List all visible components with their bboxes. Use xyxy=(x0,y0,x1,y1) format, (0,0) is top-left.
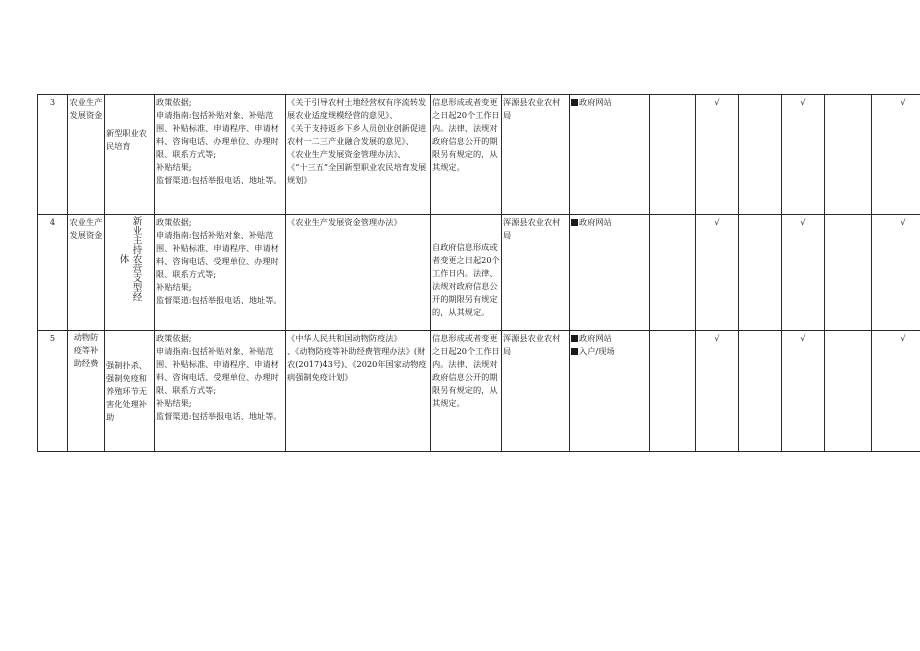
row-number: 5 xyxy=(38,331,68,452)
basis-cell xyxy=(286,331,431,452)
content-line: 监督渠道:包括举报电话、地址等。 xyxy=(156,411,282,421)
agency-cell: 浑源县农业农村局 xyxy=(502,331,570,452)
disclosure-table xyxy=(37,94,920,452)
check-cell: √ xyxy=(696,95,739,215)
table-row xyxy=(38,331,920,452)
content-line: 申请指南:包括补贴对象、补贴范围、补贴标准、申请程序、申请材料、咨询电话、办理单位、办理时限、联系方式等; xyxy=(156,110,279,159)
check-cell: √ xyxy=(872,331,920,452)
content-line: 补贴结果; xyxy=(156,282,192,292)
basis-cell xyxy=(286,215,431,331)
content-line: 监督渠道:包括举报电话、地址等。 xyxy=(156,175,282,185)
agency-cell: 浑源县农业农村局 xyxy=(502,95,570,215)
item-vertical-text: 新业主持农营支型经 xyxy=(130,216,142,302)
empty-cell xyxy=(825,331,872,452)
item-cell xyxy=(105,215,155,331)
basis-line: 《“十三五”全国新型职业农民培育发展规划》 xyxy=(287,162,427,185)
content-cell xyxy=(155,331,286,452)
check-cell: √ xyxy=(872,215,920,331)
agency-cell: 浑源县农业农村局 xyxy=(502,215,570,331)
empty-cell xyxy=(825,95,872,215)
content-line: 补贴结果; xyxy=(156,398,192,408)
basis-cell xyxy=(286,95,431,215)
basis-line: 《关于支持返乡下乡人员创业创新促进农村一二三产业融合发展的意见》、 xyxy=(287,123,427,146)
basis-line: 《关于引导农村土地经营权有序流转发展农业适度规模经营的意见》、 xyxy=(287,97,427,120)
channel-label: 政府网站 xyxy=(579,333,612,343)
check-cell: √ xyxy=(782,95,825,215)
content-line: 申请指南:包括补贴对象、补贴范围、补贴标准、申请程序、申请材料、咨询电话、受理单位、办理时限、联系方式等; xyxy=(156,230,279,279)
timeline-cell: 信息形成或者变更之日起20个工作日内。法律、法规对政府信息公开的期限另有规定的，从其规定。 xyxy=(431,331,502,452)
channel-label: 政府网站 xyxy=(579,97,612,107)
basis-line: 、《动物防疫等补助经费管理办法》(财农(2017)43号)、《2020年国家动物疫病强制免疫计划》 xyxy=(287,346,427,382)
checked-square-icon xyxy=(571,335,578,342)
content-cell xyxy=(155,95,286,215)
empty-cell xyxy=(650,95,696,215)
checked-square-icon xyxy=(571,99,578,106)
category-cell: 农业生产发展资金 xyxy=(68,95,105,215)
empty-cell xyxy=(650,215,696,331)
content-line: 政策依据; xyxy=(156,217,192,227)
empty-cell xyxy=(825,215,872,331)
category-cell: 动物防疫等补助经费 xyxy=(68,331,105,452)
channel-cell xyxy=(570,331,650,452)
empty-cell xyxy=(650,331,696,452)
checked-square-icon xyxy=(571,219,578,226)
timeline-cell: 自政府信息形成或者变更之日起20个工作日内。法律、法规对政府信息公开的期限另有规定的，从其规定。 xyxy=(431,215,502,331)
basis-line: 《农业生产发展资金管理办法》 xyxy=(287,217,402,227)
check-cell: √ xyxy=(782,215,825,331)
category-cell: 农业生产发展资金 xyxy=(68,215,105,331)
content-cell xyxy=(155,215,286,331)
table-row xyxy=(38,95,920,215)
channel-cell xyxy=(570,95,650,215)
timeline-cell: 信息形成或者变更之日起20个工作日内。法律、法规对政府信息公开的期限另有规定的，从其规定。 xyxy=(431,95,502,215)
empty-cell xyxy=(739,215,782,331)
channel-label: 入户/现场 xyxy=(579,346,615,356)
content-line: 政策依据; xyxy=(156,97,192,107)
item-vertical-text: 体 xyxy=(117,254,129,264)
empty-cell xyxy=(739,95,782,215)
basis-line: 《农业生产发展资金管理办法》、 xyxy=(287,149,406,159)
channel-label: 政府网站 xyxy=(579,217,612,227)
content-line: 监督渠道:包括举报电话、地址等。 xyxy=(156,295,282,305)
basis-line: 《中华人民共和国动物防疫法》 xyxy=(287,333,402,343)
item-cell: 新型职业农民培育 xyxy=(105,95,155,215)
check-cell: √ xyxy=(696,215,739,331)
check-cell: √ xyxy=(782,331,825,452)
empty-cell xyxy=(739,331,782,452)
content-line: 政策依据; xyxy=(156,333,192,343)
check-cell: √ xyxy=(872,95,920,215)
checked-square-icon xyxy=(571,348,578,355)
row-number: 3 xyxy=(38,95,68,215)
item-cell: 强制扑杀、强制免疫和养殖环节无害化处理补助 xyxy=(105,331,155,452)
content-line: 申请指南:包括补贴对象、补贴范围、补贴标准、申请程序、申请材料、咨询电话、受理单位、办理时限、联系方式等; xyxy=(156,346,279,395)
table-row xyxy=(38,215,920,331)
content-line: 补贴结果; xyxy=(156,162,192,172)
check-cell: √ xyxy=(696,331,739,452)
row-number: 4 xyxy=(38,215,68,331)
channel-cell xyxy=(570,215,650,331)
